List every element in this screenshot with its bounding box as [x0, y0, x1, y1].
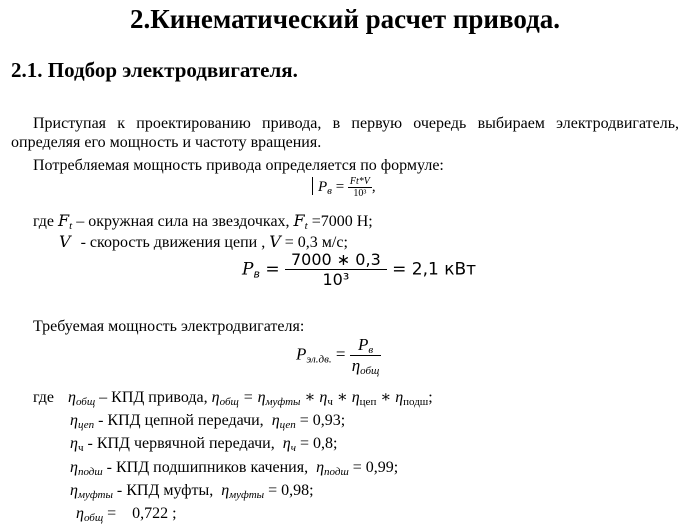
formula1-numerator: Ft*V — [349, 176, 370, 187]
eta-bearings-description: - КПД подшипников качения, — [106, 459, 309, 476]
eta-coupling-sub: муфты — [77, 489, 113, 501]
eta-bearings-symbol: $\eta_{подш}$ — [70, 459, 103, 478]
eta-coupling-value: = 0,98; — [268, 482, 314, 499]
v-value: = 0,3 м/с; — [284, 234, 348, 251]
formula2-eq: = — [265, 259, 280, 280]
definition-eta-coupling — [70, 481, 314, 501]
definition-eta-total — [76, 504, 177, 524]
formula1-fraction — [348, 176, 372, 199]
formula-power-calculation — [242, 250, 476, 289]
eta-coupling-sub-2: муфты — [229, 489, 265, 501]
eta-general-symbol: $\eta_{общ}$ — [68, 389, 96, 408]
eta-bearings-value: = 0,99; — [352, 459, 399, 476]
power-formula-intro: Потребляемая мощность привода определяется по формуле: — [33, 157, 444, 174]
eta-product-start: = η — [242, 389, 266, 406]
ft-symbol-2: F — [293, 211, 305, 230]
formula1-denominator: 10³ — [353, 188, 367, 199]
formula1-eq: = — [335, 178, 345, 195]
formula1-lhs-sub: в — [327, 184, 332, 197]
eta-worm-value: = 0,8; — [299, 435, 338, 452]
formula-motor-power — [296, 335, 381, 376]
ft-symbol-2-sub: t — [304, 220, 308, 232]
eta-worm-symbol-2: $\eta_ч$ — [282, 435, 296, 454]
text-cursor — [312, 177, 313, 195]
formula2-lhs: P — [242, 259, 254, 280]
eta-general-sub-2: общ — [219, 396, 239, 408]
eta-coupling-symbol: $\eta_{муфты}$ — [70, 482, 113, 501]
eta-chain-sub-2: цеп — [279, 419, 296, 431]
eta-where-prefix: где — [33, 389, 55, 406]
formula2-lhs-sub: в — [253, 267, 260, 281]
v-description: - скорость движения цепи , — [80, 234, 266, 251]
definition-eta-general — [33, 388, 433, 408]
eta-bearings-sub-2: подш — [324, 466, 349, 478]
eta-chain-symbol-2: $\eta_{цеп}$ — [271, 412, 296, 431]
eta-product-end: ; — [428, 389, 433, 406]
ft-symbol-sub: t — [69, 220, 73, 232]
eta-chain-value: = 0,93; — [299, 412, 346, 429]
eta-coupling-description: - КПД муфты, — [116, 482, 214, 499]
formula3-den-sub: общ — [360, 365, 380, 377]
eta-product-formula: = $\eta_{муфты}$ ∗ $\eta_ч$ ∗ $\eta_{цеп}$ ∗ $\eta_{подш}$ — [242, 389, 429, 408]
page-title: 2.Кинематический расчет привода. — [129, 4, 561, 34]
formula-power-definition — [318, 176, 376, 199]
definition-eta-chain — [70, 411, 345, 431]
ft-description: – окружная сила на звездочках, — [76, 213, 290, 230]
eta-product-sub1: муфты — [265, 396, 301, 408]
formula3-fraction — [350, 335, 382, 376]
eta-chain-symbol: $\eta_{цеп}$ — [70, 412, 95, 431]
formula2-numerator: 7000 ∗ 0,3 — [285, 250, 387, 270]
definition-eta-bearings — [70, 458, 398, 478]
eta-worm-sub-2: ч — [290, 442, 296, 454]
eta-bearings-sub: подш — [77, 466, 103, 478]
formula3-eq: = — [335, 344, 346, 364]
intro-paragraph: Приступая к проектированию привода, в первую очередь выбираем электродвигатель, определяя его мощность и частоту вращения. — [11, 115, 679, 151]
eta-total-sub: общ — [83, 512, 104, 524]
eta-product-sub4: подш — [403, 396, 429, 408]
formula3-lhs: P — [296, 344, 307, 364]
formula1-lhs: P — [318, 178, 328, 195]
formula3-lhs-sub: эл.дв. — [306, 353, 332, 366]
eta-coupling-symbol-2: $\eta_{муфты}$ — [221, 482, 265, 501]
formula3-num-symbol: P — [357, 335, 369, 354]
formula1-tail: , — [371, 178, 376, 195]
formula3-numerator — [350, 335, 382, 356]
where-prefix: где — [33, 213, 55, 230]
eta-worm-description: - КПД червячной передачи, — [87, 435, 275, 452]
definition-ft — [33, 211, 373, 232]
eta-chain-description: - КПД цепной передачи, — [98, 412, 264, 429]
v-symbol: V — [59, 232, 71, 251]
formula3-denominator — [350, 356, 382, 376]
required-power-intro: Требуемая мощность электродвигателя: — [33, 318, 305, 335]
v-symbol-2: V — [269, 232, 281, 251]
section-heading: 2.1. Подбор электродвигателя. — [11, 58, 298, 82]
eta-bearings-symbol-2: $\eta_{подш}$ — [316, 459, 349, 478]
eta-total-symbol: $\eta_{общ}$ — [76, 505, 104, 524]
formula3-den-symbol: η — [351, 356, 361, 375]
formula2-fraction — [285, 250, 387, 289]
eta-worm-symbol: $\eta_ч$ — [70, 435, 84, 454]
formula2-denominator: 10³ — [322, 270, 350, 289]
eta-total-value: = 0,722 ; — [107, 505, 177, 522]
ft-symbol: F — [58, 211, 70, 230]
eta-general-sub: общ — [75, 396, 96, 408]
eta-worm-sub: ч — [77, 442, 84, 454]
formula3-num-sub: в — [368, 344, 374, 356]
eta-product-sub2: ч — [327, 396, 333, 408]
formula2-result: = 2,1 кВт — [392, 259, 477, 280]
eta-chain-sub: цеп — [77, 419, 95, 431]
definition-eta-worm — [70, 434, 337, 454]
ft-value: =7000 Н; — [311, 213, 373, 230]
eta-general-symbol-2: $\eta_{общ}$ — [211, 389, 239, 408]
eta-product-sub3: цеп — [359, 396, 377, 408]
eta-general-description: – КПД привода, — [99, 389, 208, 406]
